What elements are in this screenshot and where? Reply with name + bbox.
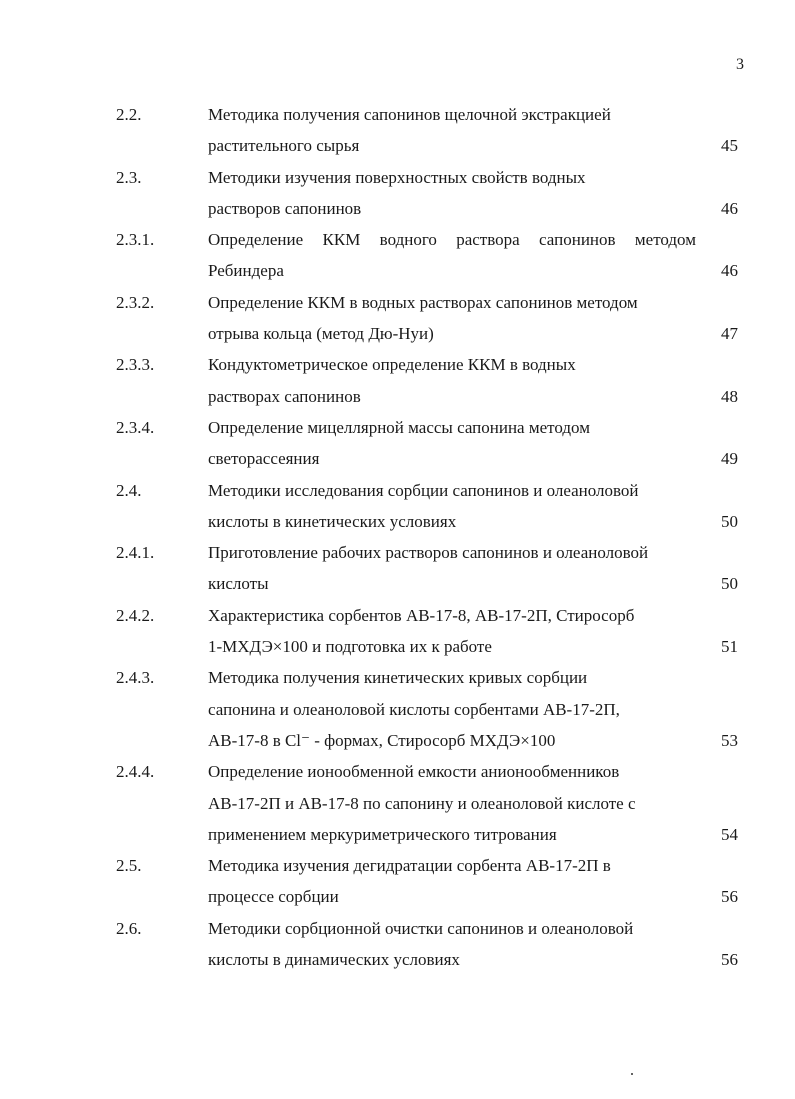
toc-entry-title — [208, 287, 696, 350]
toc-entry-title — [208, 99, 696, 162]
toc-entry-line: кислоты — [208, 574, 269, 594]
toc-entry-number: 2.4.3. — [116, 668, 155, 688]
toc-entry — [0, 162, 795, 225]
toc-entry-title — [208, 349, 696, 412]
toc-entry-title — [208, 412, 696, 475]
toc-entry-number: 2.3.4. — [116, 417, 155, 437]
toc-entry-page: 49 — [721, 449, 738, 469]
toc-entry-title — [208, 600, 696, 663]
toc-entry-line: отрыва кольца (метод Дю-Нуи) — [208, 324, 434, 344]
toc-entry-line: растворах сапонинов — [208, 386, 361, 406]
toc-entry — [0, 756, 795, 850]
toc-entry-page: 54 — [721, 824, 738, 844]
toc-entry-page: 47 — [721, 324, 738, 344]
toc-entry-line: сапонина и олеаноловой кислоты сорбентами АВ-17-2П, — [208, 699, 620, 719]
toc-entry-number: 2.3.2. — [116, 292, 155, 312]
toc-entry — [0, 224, 795, 287]
toc-entry-line: Методики сорбционной очистки сапонинов и олеаноловой — [208, 918, 634, 938]
toc-entry-title — [208, 662, 696, 756]
toc-entry-line: Методики исследования сорбции сапонинов и олеаноловой — [208, 480, 639, 500]
toc-entry — [0, 913, 795, 976]
toc-entry — [0, 850, 795, 913]
toc-entry-number: 2.3. — [116, 167, 142, 187]
toc-entry-line: АВ-17-2П и АВ-17-8 по сапонину и олеаноловой кислоте с — [208, 793, 636, 813]
toc-entry-title — [208, 913, 696, 976]
toc-entry-line: Методика получения кинетических кривых сорбции — [208, 668, 588, 688]
toc-entry-line: растительного сырья — [208, 136, 360, 156]
toc-entry-line: Определение ионообменной емкости анионообменников — [208, 762, 620, 782]
toc-entry-page: 51 — [721, 637, 738, 657]
toc-entry-line: Определение ККМ в водных растворах сапонинов методом — [208, 292, 638, 312]
table-of-contents — [0, 99, 795, 975]
toc-entry-line: растворов сапонинов — [208, 198, 362, 218]
toc-entry-page: 50 — [721, 574, 738, 594]
toc-entry-number: 2.2. — [116, 105, 142, 124]
toc-entry-line: Определение мицеллярной массы сапонина методом — [208, 417, 590, 437]
scan-artifact-dot — [631, 1073, 633, 1075]
toc-entry-line: Кондуктометрическое определение ККМ в водных — [208, 355, 576, 375]
toc-entry-line: кислоты в кинетических условиях — [208, 511, 457, 531]
toc-entry-line: Методика получения сапонинов щелочной экстракцией — [208, 105, 611, 124]
toc-entry-line: Приготовление рабочих растворов сапонинов и олеаноловой — [208, 543, 649, 563]
toc-entry-line: светорассеяния — [208, 449, 320, 469]
toc-entry — [0, 349, 795, 412]
toc-entry-title — [208, 475, 696, 538]
toc-entry — [0, 537, 795, 600]
toc-entry-title — [208, 224, 696, 287]
page-number: 3 — [736, 56, 744, 73]
toc-entry-number: 2.4.1. — [116, 543, 155, 563]
toc-entry — [0, 475, 795, 538]
toc-entry-page: 45 — [721, 136, 738, 156]
toc-entry-page: 46 — [721, 261, 738, 281]
toc-entry-line: Характеристика сорбентов АВ-17-8, АВ-17-2П, Стиросорб — [208, 605, 635, 625]
toc-entry-line: процессе сорбции — [208, 887, 339, 907]
toc-entry-title — [208, 162, 696, 225]
toc-entry-number: 2.6. — [116, 918, 142, 938]
toc-entry — [0, 662, 795, 756]
toc-entry — [0, 412, 795, 475]
toc-entry-number: 2.4. — [116, 480, 142, 500]
toc-entry-page: 48 — [721, 386, 738, 406]
toc-entry-number: 2.3.1. — [116, 230, 155, 250]
toc-entry-number: 2.5. — [116, 856, 142, 876]
toc-entry — [0, 600, 795, 663]
toc-entry-number: 2.4.2. — [116, 605, 155, 625]
toc-entry-line: Определение ККМ водного раствора сапонинов методом — [208, 230, 696, 250]
toc-entry-line: Методика изучения дегидратации сорбента АВ-17-2П в — [208, 856, 611, 876]
toc-entry-line: АВ-17-8 в Cl⁻ - формах, Стиросорб МХДЭ×100 — [208, 730, 556, 750]
toc-entry-title — [208, 537, 696, 600]
toc-entry-line: кислоты в динамических условиях — [208, 950, 460, 970]
toc-entry-page: 53 — [721, 730, 738, 750]
toc-entry-number: 2.4.4. — [116, 762, 155, 782]
toc-entry-page: 56 — [721, 950, 738, 970]
toc-entry — [0, 287, 795, 350]
toc-entry-page: 50 — [721, 511, 738, 531]
toc-entry-title — [208, 850, 696, 913]
toc-entry-line: Ребиндера — [208, 261, 284, 281]
toc-entry-line: 1-МХДЭ×100 и подготовка их к работе — [208, 637, 492, 657]
toc-entry-page: 56 — [721, 887, 738, 907]
toc-entry-line: применением меркуриметрического титрования — [208, 824, 557, 844]
toc-entry-title — [208, 756, 696, 850]
toc-entry-number: 2.3.3. — [116, 355, 155, 375]
toc-entry-line: Методики изучения поверхностных свойств водных — [208, 167, 586, 187]
toc-entry-page: 46 — [721, 198, 738, 218]
toc-entry — [0, 99, 795, 162]
